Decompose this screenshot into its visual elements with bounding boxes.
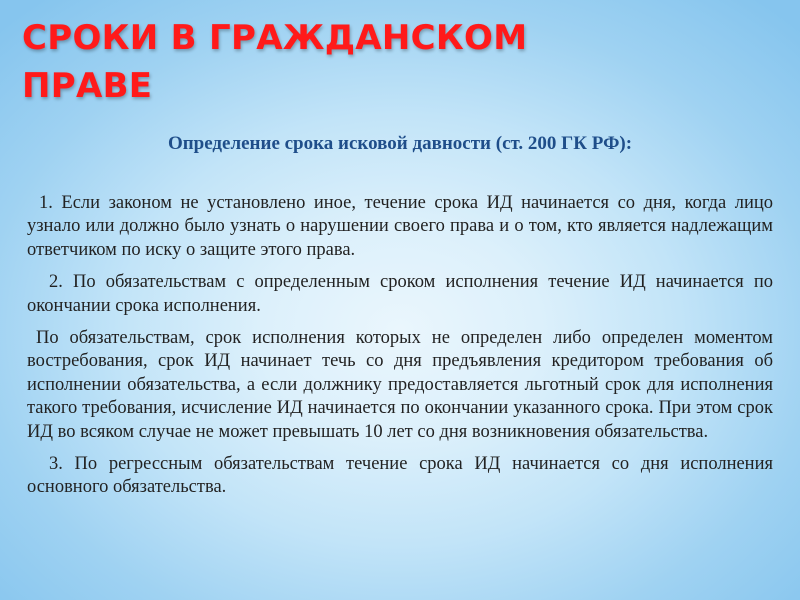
paragraph-4: 3. По регрессным обязательствам течение срока ИД начинается со дня исполнения основного обязательства. (27, 454, 773, 498)
slide-subtitle: Определение срока исковой давности (ст. 200 ГК РФ): (167, 133, 633, 154)
paragraph-1: 1. Если законом не установлено иное, течение срока ИД начинается со дня, когда лицо узнало или должно было узнать о нарушении своего права и о том, кто является надлежащим ответчиком по иску о защите этого права. (27, 193, 773, 260)
paragraph-3: По обязательствам, срок исполнения которых не определен либо определен моментом востребования, срок ИД начинает течь со дня предъявления кредитором требования об исполнении обязательства, а если должнику предоставляется льготный срок для исполнения такого требования, исчисление ИД начинается по окончании указанного срока. При этом срок ИД во всяком случае не может превышать 10 лет со дня возникновения обязательства. (27, 328, 773, 442)
slide-title: СРОКИ В ГРАЖДАНСКОМ ПРАВЕ (22, 18, 528, 106)
paragraph-2: 2. По обязательствам с определенным сроком исполнения течение ИД начинается по окончании срока исполнения. (27, 272, 773, 316)
slide-body (27, 192, 773, 509)
